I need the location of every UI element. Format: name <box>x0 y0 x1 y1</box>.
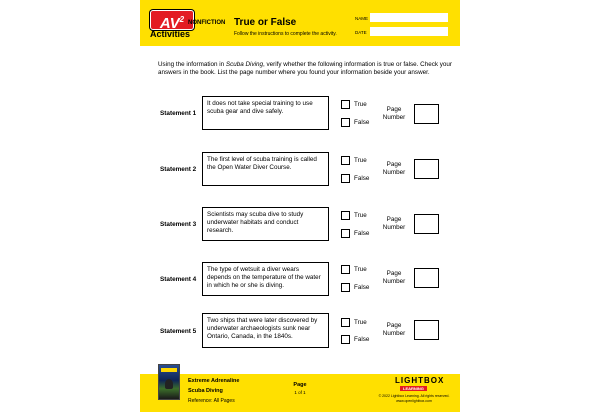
true-checkbox[interactable] <box>341 265 350 274</box>
page-label: Page <box>293 382 307 388</box>
instructions-suffix: , verify whether the following information is true or false. Check your answers in the book. List the page number where you found your information beside your answer. <box>158 61 453 76</box>
lightbox-logo: LIGHTBOX <box>395 376 445 385</box>
statement-label: Statement 4 <box>160 276 197 283</box>
page-number-label <box>381 106 407 122</box>
statement-box: It does not take special training to use scuba gear and dive safely. <box>202 96 329 130</box>
page-label-line-1: Page <box>386 270 402 277</box>
true-checkbox[interactable] <box>341 100 350 109</box>
true-checkbox[interactable] <box>341 211 350 220</box>
page-number-field[interactable] <box>414 214 439 234</box>
av2-logo <box>150 10 226 40</box>
statement-label: Statement 2 <box>160 166 197 173</box>
true-checkbox[interactable] <box>341 156 350 165</box>
statement-label: Statement 5 <box>160 328 197 335</box>
false-label: False <box>354 284 370 291</box>
date-label: DATE <box>355 30 367 35</box>
true-label: True <box>354 157 367 164</box>
true-label: True <box>354 319 367 326</box>
false-checkbox[interactable] <box>341 283 350 292</box>
statement-label: Statement 3 <box>160 221 197 228</box>
instructions-book-title: Scuba Diving <box>225 61 264 68</box>
false-label: False <box>354 336 370 343</box>
page-label-line-1: Page <box>386 106 402 113</box>
website-link[interactable]: www.openlightbox.com <box>396 398 432 403</box>
page-number-label <box>381 161 407 177</box>
instructions <box>158 61 458 77</box>
page-label-line-2: Number <box>382 278 406 285</box>
instructions-prefix: Using the information in <box>158 61 226 68</box>
page-title: True or False <box>234 17 297 28</box>
false-checkbox[interactable] <box>341 229 350 238</box>
page-number-label <box>381 216 407 232</box>
copyright-text: © 2022 Lightbox Learning. All rights reserved. <box>378 394 450 398</box>
statement-box: Two ships that were later discovered by underwater archaeologists sunk near Ontario, Canada, in the 1840s. <box>202 313 329 348</box>
book-cover-image <box>158 364 180 400</box>
page-label-line-1: Page <box>386 216 402 223</box>
true-checkbox[interactable] <box>341 318 350 327</box>
name-field[interactable] <box>370 13 448 22</box>
false-checkbox[interactable] <box>341 118 350 127</box>
statement-label: Statement 1 <box>160 110 197 117</box>
page-number-field[interactable] <box>414 320 439 340</box>
date-field[interactable] <box>370 27 448 36</box>
statement-box: The first level of scuba training is called the Open Water Diver Course. <box>202 152 329 186</box>
logo-subtitle: NONFICTION <box>188 20 226 26</box>
true-label: True <box>354 212 367 219</box>
false-label: False <box>354 230 370 237</box>
reference-text: Reference: All Pages <box>188 398 235 404</box>
page-number-field[interactable] <box>414 159 439 179</box>
true-label: True <box>354 101 367 108</box>
lightbox-tag: LEARNING <box>400 386 427 391</box>
page-label-line-1: Page <box>386 322 402 329</box>
page-count: 1 of 1 <box>294 390 306 395</box>
false-checkbox[interactable] <box>341 174 350 183</box>
true-label: True <box>354 266 367 273</box>
book-title: Scuba Diving <box>188 388 223 394</box>
page-number-field[interactable] <box>414 268 439 288</box>
page-label-line-2: Number <box>382 169 406 176</box>
page-label-line-2: Number <box>382 330 406 337</box>
page-label-line-1: Page <box>386 161 402 168</box>
false-label: False <box>354 175 370 182</box>
page-number-field[interactable] <box>414 104 439 124</box>
statement-box: Scientists may scuba dive to study underwater habitats and conduct research. <box>202 207 329 241</box>
false-label: False <box>354 119 370 126</box>
copyright <box>373 394 455 403</box>
page-label-line-2: Number <box>382 224 406 231</box>
av2-logo-mark: $AV^2$ <box>150 10 194 30</box>
false-checkbox[interactable] <box>341 335 350 344</box>
statement-box: The type of wetsuit a diver wears depends on the temperature of the water in which he or she is diving. <box>202 262 329 296</box>
page-subtitle: Follow the instructions to complete the activity. <box>234 31 337 37</box>
series-title: Extreme Adrenaline <box>188 378 240 384</box>
activities-label: Activities <box>150 29 191 39</box>
page-number-label <box>381 270 407 286</box>
page-label-line-2: Number <box>382 114 406 121</box>
page-number-label <box>381 322 407 338</box>
name-label: NAME <box>355 16 369 21</box>
